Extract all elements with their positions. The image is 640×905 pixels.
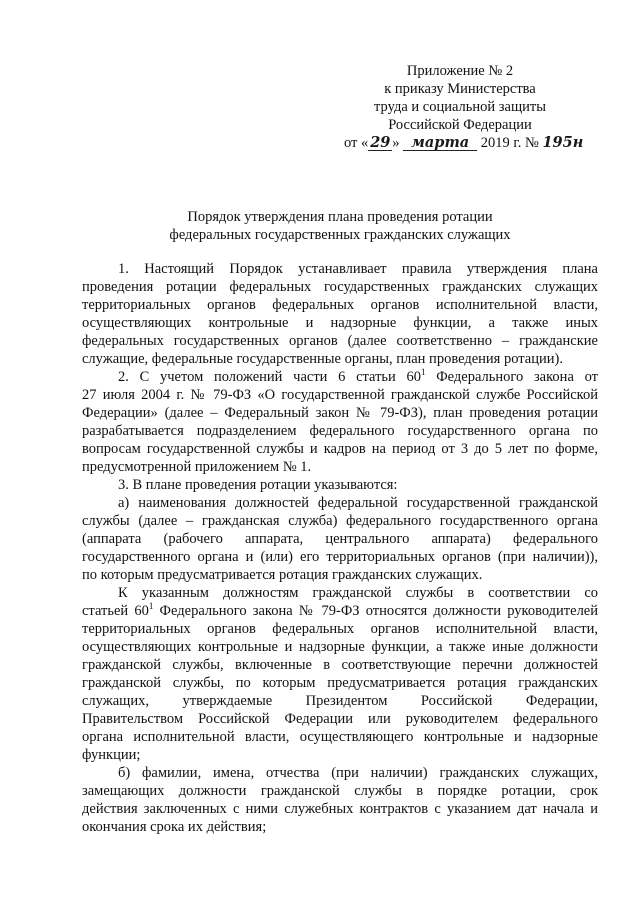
paragraph-2-line: разрабатывается подразделением федерального государственного органа по <box>82 423 598 439</box>
order-reference: к приказу Министерства <box>384 81 536 97</box>
paragraph-1-line: федеральных государственных органов (далее соответственно – гражданские <box>82 333 598 349</box>
item-a-detail-line: гражданской службы, по которым предусматривается ротация гражданских <box>82 675 598 691</box>
item-a-detail-line: органа исполнительной власти, осуществляющего контрольные и надзорные <box>82 729 598 745</box>
paragraph-1-line: 1. Настоящий Порядок устанавливает правила утверждения плана <box>118 261 598 277</box>
country-name: Российской Федерации <box>388 117 532 133</box>
date-quote-close: » <box>392 135 400 151</box>
order-number-handwritten: 195н <box>542 134 584 151</box>
document-title-line1: Порядок утверждения плана проведения ротации <box>187 209 493 225</box>
date-year: 2019 г. № <box>480 135 539 151</box>
item-a-detail-line: служащих, утверждаемые Президентом Российской Федерации, <box>82 693 598 709</box>
item-a-detail-line: осуществляющих контрольные и надзорные функции, а также иные должности <box>82 639 598 655</box>
item-b-line: действия заключенных с ними служебных контрактов с указанием дат начала и <box>82 801 598 817</box>
item-a-detail-line: территориальных органов федеральных органов исполнительной власти, <box>82 621 598 637</box>
item-a-line: службы (далее – гражданская служба) федерального государственного органа <box>82 513 598 529</box>
item-a-detail-line: функции; <box>82 747 141 763</box>
item-a-detail-line: гражданской службы, включенные в соответствующие перечни должностей <box>82 657 598 673</box>
order-date-line <box>344 134 604 153</box>
date-day-handwritten: 29 <box>370 134 391 151</box>
item-a-line: а) наименования должностей федеральной государственной гражданской <box>118 495 598 511</box>
paragraph-2-line <box>118 368 598 386</box>
ministry-name: труда и социальной защиты <box>374 99 546 115</box>
item-b-line: замещающих должности гражданской службы в порядке ротации, срок <box>82 783 598 799</box>
paragraph-1-line: территориальных органов федеральных органов исполнительной власти, <box>82 297 598 313</box>
item-a-detail-line <box>82 602 598 620</box>
item-a-detail-text: Федерального закона № 79-ФЗ относятся должности руководителей <box>153 603 598 619</box>
item-b-line: б) фамилии, имена, отчества (при наличии) гражданских служащих, <box>118 765 598 781</box>
paragraph-2-line: вопросам государственной службы и кадров на период от 3 до 5 лет по форме, <box>82 441 598 457</box>
item-a-detail-line: К указанным должностям гражданской службы в соответствии со <box>118 585 598 601</box>
date-month-handwritten: марта <box>403 136 477 151</box>
paragraph-2-line: предусмотренной приложением № 1. <box>82 459 312 475</box>
item-a-detail-text: статьей 60 <box>82 603 149 619</box>
paragraph-1-line: осуществляющих контрольные и надзорные функции, а также иных <box>82 315 598 331</box>
item-b-line: окончания срока их действия; <box>82 819 267 835</box>
paragraph-3-heading: 3. В плане проведения ротации указываются: <box>118 477 398 493</box>
document-title-line2: федеральных государственных гражданских служащих <box>169 227 511 243</box>
appendix-label: Приложение № 2 <box>406 63 514 79</box>
item-a-line: (аппарата (рабочего аппарата, центрального аппарата) федерального <box>82 531 598 547</box>
item-a-detail-line: Правительством Российской Федерации или руководителем федерального <box>82 711 598 727</box>
paragraph-2-line: 27 июля 2004 г. № 79-ФЗ «О государственной гражданской службе Российской <box>82 387 598 403</box>
paragraph-2-text: Федерального закона от <box>425 369 598 385</box>
item-a-line: государственного органа и (или) его территориальных органов (при наличии)), <box>82 549 598 565</box>
item-a-line: по которым предусматривается ротация гражданских служащих. <box>82 567 483 583</box>
paragraph-1-line: проведения ротации федеральных государственных гражданских служащих <box>82 279 598 295</box>
article-superscript: 1 <box>148 601 154 611</box>
paragraph-2-text: 2. С учетом положений части 6 статьи 60 <box>118 369 422 385</box>
article-superscript: 1 <box>421 367 426 377</box>
paragraph-2-line: Федерации» (далее – Федеральный закон № 79-ФЗ), план проведения ротации <box>82 405 598 421</box>
paragraph-1-line: служащие, федеральные государственные органы, план проведения ротации). <box>82 351 563 367</box>
date-prefix: от « <box>344 135 369 151</box>
